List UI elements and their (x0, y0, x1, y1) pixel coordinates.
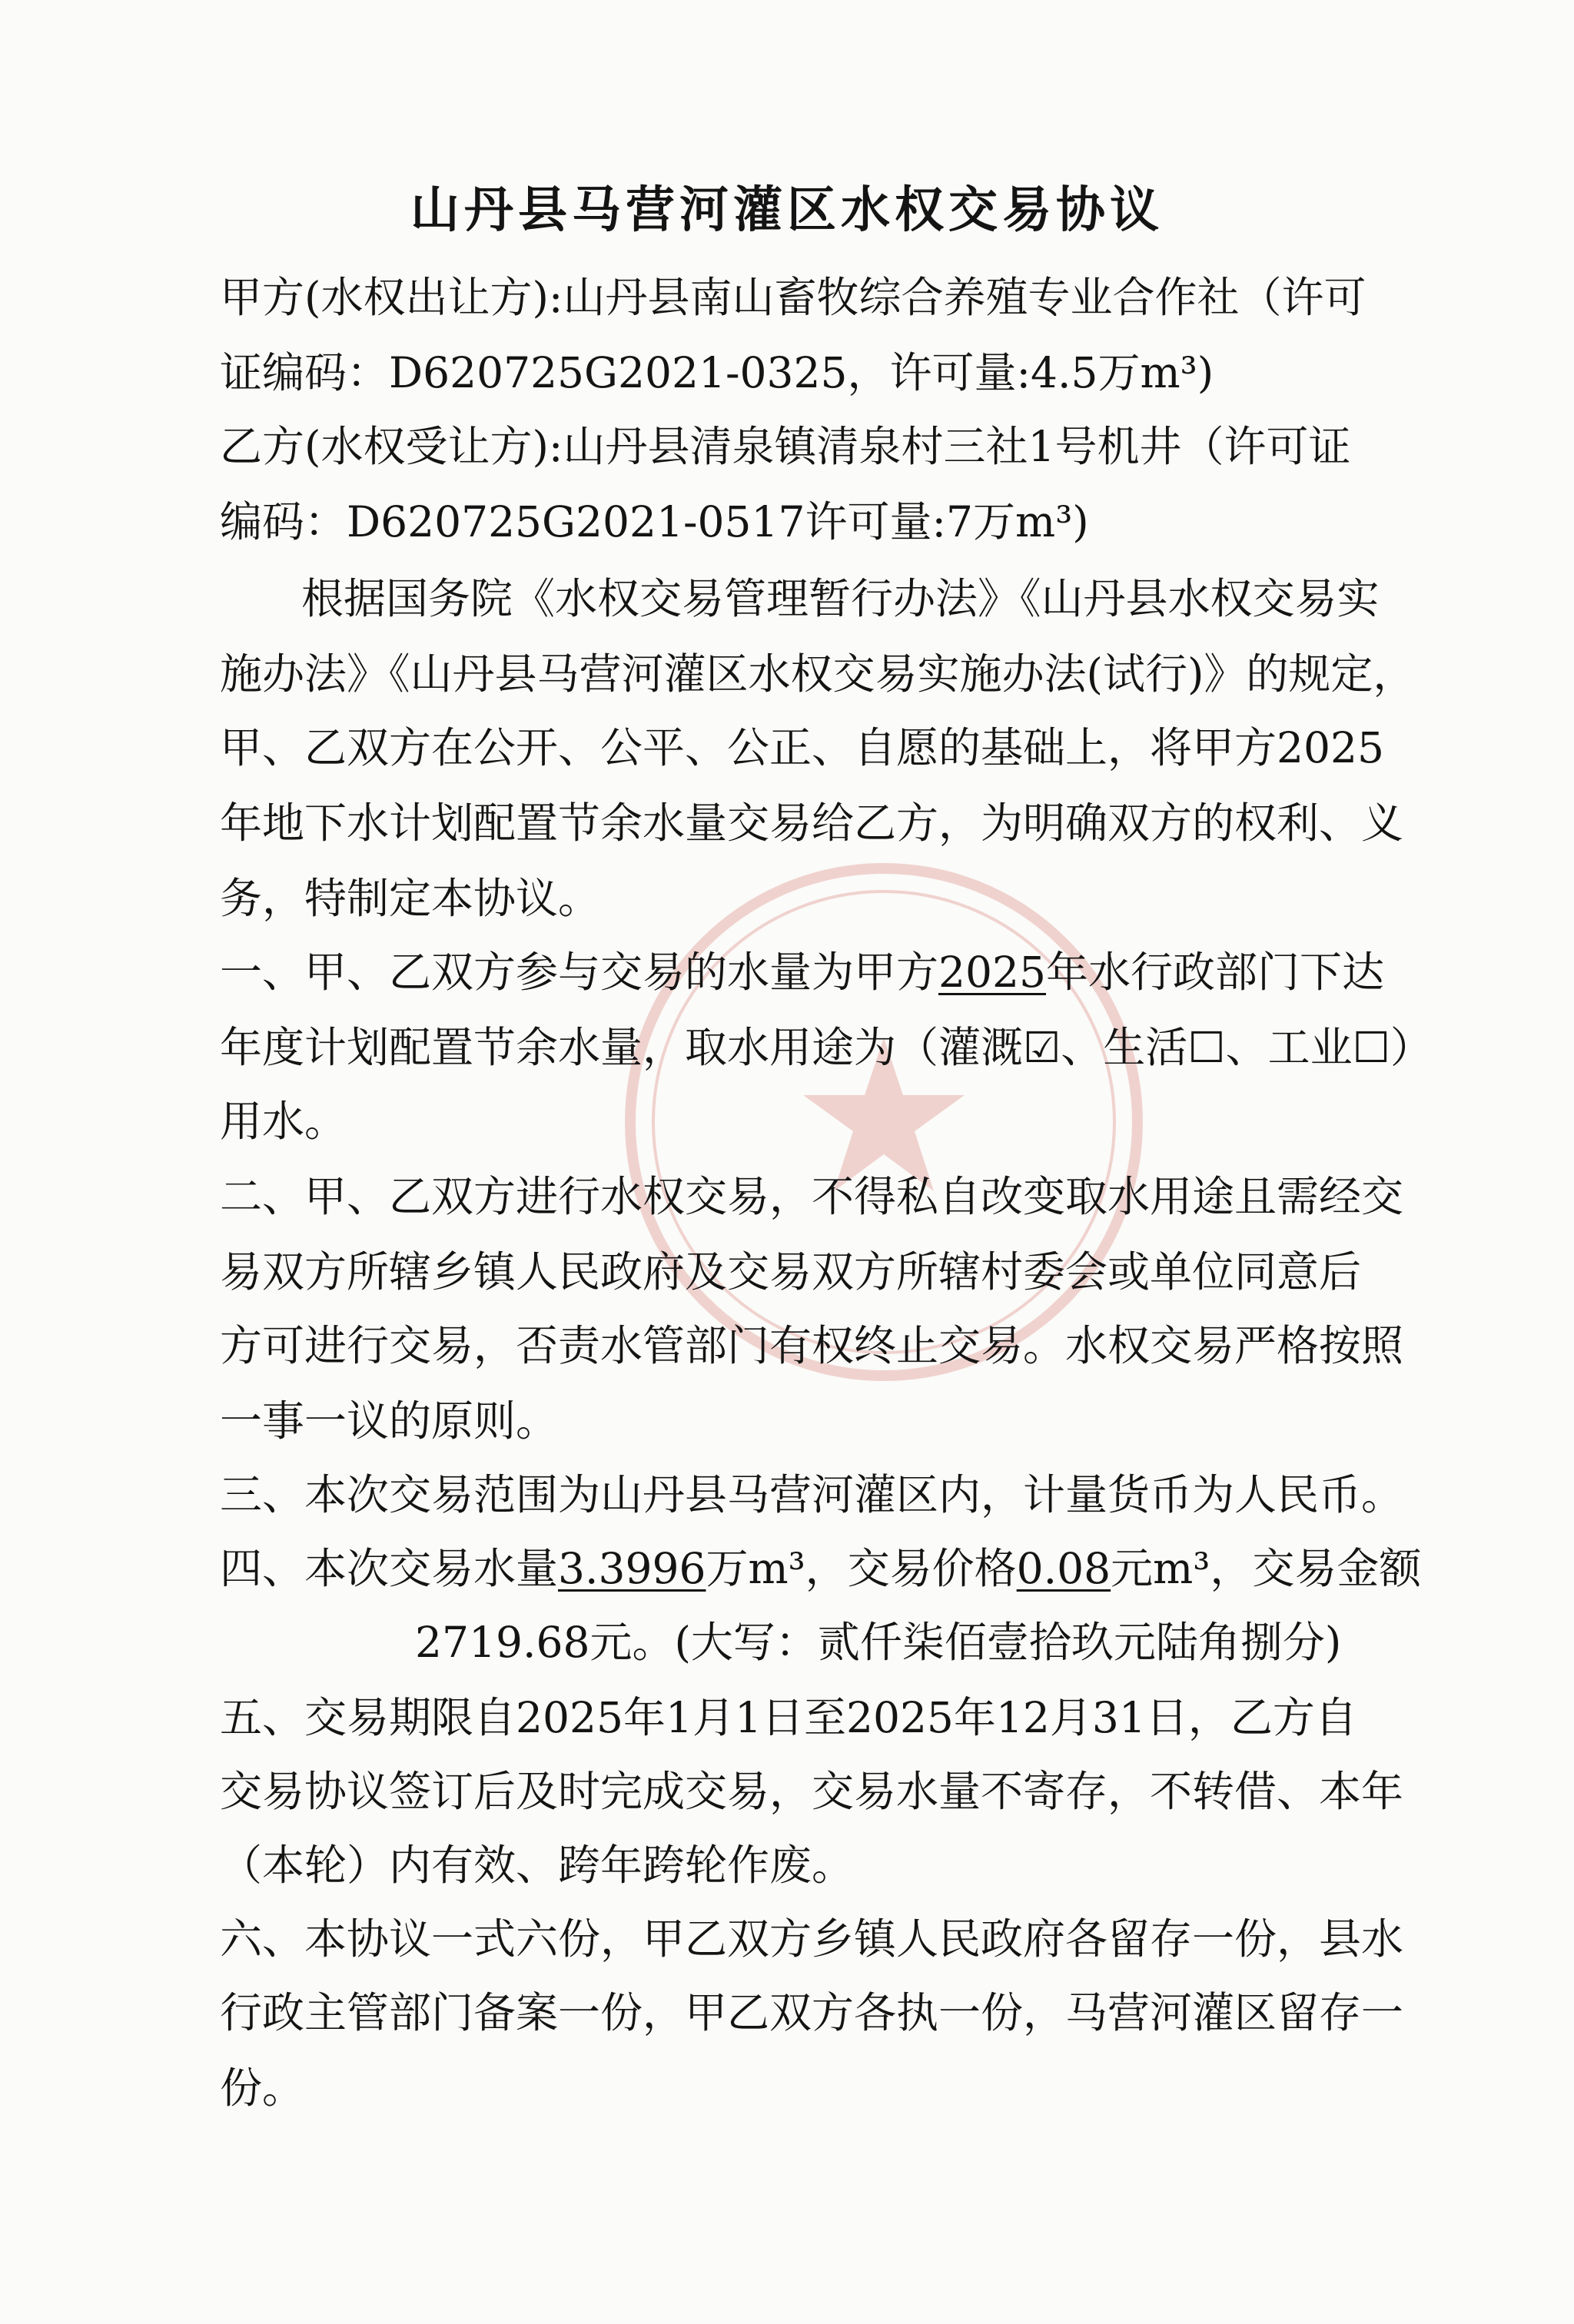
clause2-line2: 易双方所辖乡镇人民政府及交易双方所辖村委会或单位同意后 (220, 1247, 1362, 1296)
clause4-text-a: 四、本次交易水量 (220, 1544, 559, 1593)
clause4-text-b: 万m³，交易价格 (706, 1544, 1017, 1593)
clause1-line3: 用水。 (220, 1097, 347, 1146)
clause3-line: 三、本次交易范围为山丹县马营河灌区内，计量货币为人民币。 (220, 1470, 1404, 1519)
clause1-text-a: 一、甲、乙双方参与交易的水量为甲方 (220, 948, 939, 997)
clause1-line1 (220, 948, 1385, 997)
clause4-line1 (220, 1544, 1422, 1593)
party-a-line1: 甲方(水权出让方):山丹县南山畜牧综合养殖专业合作社（许可 (220, 273, 1366, 322)
preamble-line2: 施办法》《山丹县马营河灌区水权交易实施办法(试行)》的规定， (220, 649, 1416, 699)
party-b-line1: 乙方(水权受让方):山丹县清泉镇清泉村三社1号机井（许可证 (220, 422, 1351, 471)
clause4-text-c: 元m³，交易金额 (1111, 1544, 1422, 1593)
party-b-line2: 编码：D620725G2021-0517许可量:7万m³) (220, 497, 1089, 546)
document-title: 山丹县马营河灌区水权交易协议 (410, 181, 1164, 239)
clause5-line1: 五、交易期限自2025年1月1日至2025年12月31日，乙方自 (220, 1693, 1357, 1742)
clause6-line3: 份。 (220, 2063, 305, 2113)
clause2-line4: 一事一议的原则。 (220, 1396, 559, 1446)
preamble-line4: 年地下水计划配置节余水量交易给乙方，为明确双方的权利、义 (220, 798, 1404, 848)
clause6-line2: 行政主管部门备案一份，甲乙双方各执一份，马营河灌区留存一 (220, 1988, 1404, 2037)
clause5-line2: 交易协议签订后及时完成交易，交易水量不寄存，不转借、本年 (220, 1767, 1404, 1816)
clause1-line2: 年度计划配置节余水量，取水用途为（灌溉☑、生活☐、工业☐） (220, 1023, 1433, 1072)
clause4-volume: 3.3996 (558, 1544, 706, 1593)
clause1-year: 2025 (938, 948, 1046, 997)
clause4-price: 0.08 (1016, 1544, 1111, 1593)
preamble-line5: 务，特制定本协议。 (220, 874, 601, 923)
clause6-line1: 六、本协议一式六份，甲乙双方乡镇人民政府各留存一份，县水 (220, 1914, 1404, 1964)
clause2-line3: 方可进行交易，否责水管部门有权终止交易。水权交易严格按照 (220, 1321, 1404, 1370)
clause1-text-b: 年水行政部门下达 (1046, 948, 1385, 997)
preamble-line3: 甲、乙双方在公开、公平、公正、自愿的基础上，将甲方2025 (220, 723, 1384, 772)
clause2-line1: 二、甲、乙双方进行水权交易，不得私自改变取水用途且需经交 (220, 1172, 1404, 1221)
preamble-line1: 根据国务院《水权交易管理暂行办法》《山丹县水权交易实 (301, 574, 1380, 623)
clause5-line3: （本轮）内有效、跨年跨轮作废。 (220, 1841, 855, 1890)
party-a-line2: 证编码：D620725G2021-0325，许可量:4.5万m³) (220, 348, 1214, 397)
clause4-line2: 2719.68元。(大写：贰仟柒佰壹拾玖元陆角捌分) (415, 1618, 1342, 1667)
